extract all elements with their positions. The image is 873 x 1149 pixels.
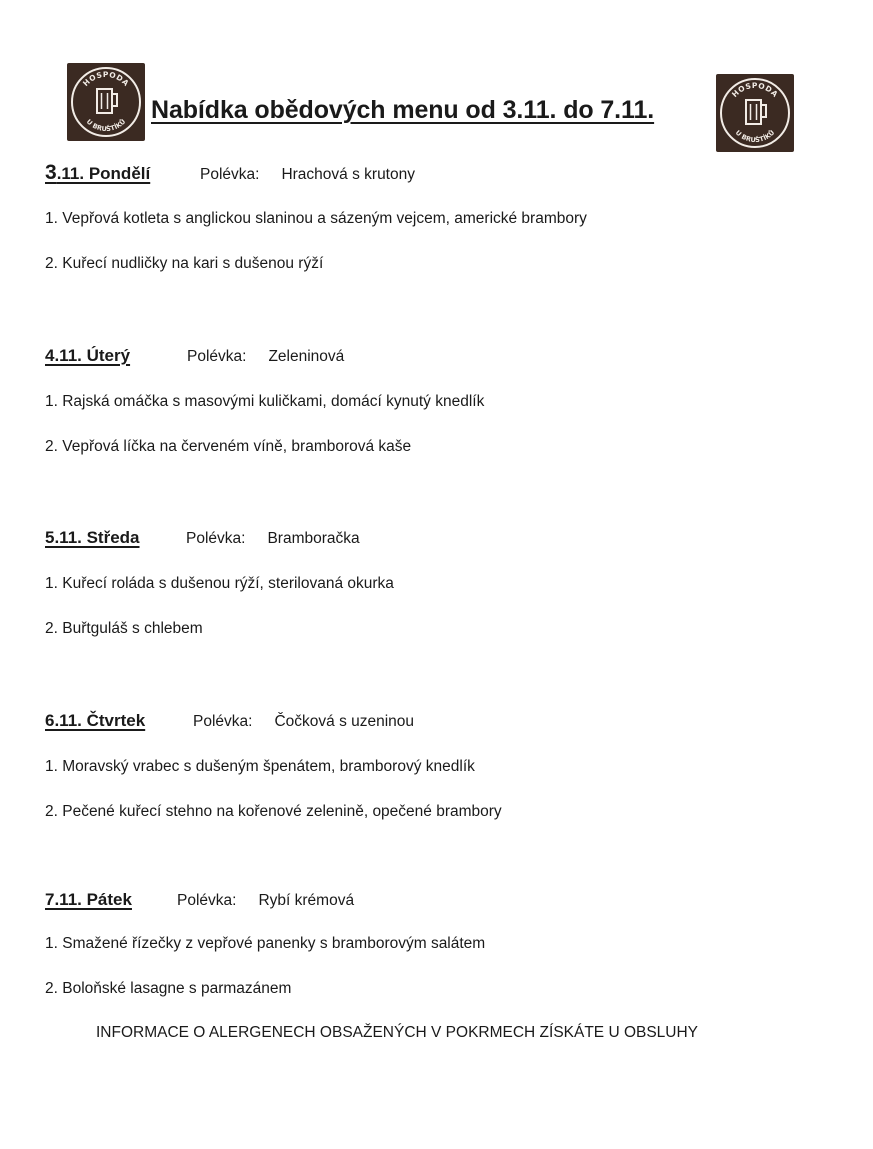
logo-top-text: HOSPODA [730, 80, 780, 100]
logo-right [716, 74, 794, 152]
day-heading-tuesday [45, 347, 344, 365]
soup-name: Čočková s uzeninou [274, 713, 415, 730]
dish-item: 2. Boloňské lasagne s parmazánem [45, 980, 292, 997]
allergen-notice: INFORMACE O ALERGENECH OBSAŽENÝCH V POKRMECH ZÍSKÁTE U OBSLUHY [96, 1024, 699, 1041]
dish-item: 1. Rajská omáčka s masovými kuličkami, domácí kynutý knedlík [45, 393, 485, 410]
soup-name: Bramboračka [267, 530, 360, 547]
dish-item: 2. Pečené kuřecí stehno na kořenové zelenině, opečené brambory [45, 803, 502, 820]
day-date: 7.11. Pátek [45, 890, 132, 909]
day-heading-friday [45, 891, 354, 909]
soup-label: Polévka: [200, 166, 260, 183]
soup-label: Polévka: [186, 530, 246, 547]
page-title: Nabídka obědových menu od 3.11. do 7.11. [151, 96, 655, 124]
logo-bottom-text: U BRUŠTÍKŮ [733, 128, 777, 145]
logo-bottom-text: U BRUŠTÍKŮ [84, 117, 128, 134]
dish-item: 2. Vepřová líčka na červeném víně, bramborová kaše [45, 438, 412, 455]
beer-mug-logo-icon [67, 63, 145, 141]
soup-label: Polévka: [187, 348, 247, 365]
dish-item: 1. Moravský vrabec s dušeným špenátem, bramborový knedlík [45, 758, 475, 775]
day-heading-monday [45, 162, 415, 183]
logo-left [67, 63, 145, 141]
day-heading-thursday [45, 712, 414, 730]
soup-label: Polévka: [193, 713, 253, 730]
dish-item: 1. Vepřová kotleta s anglickou slaninou a sázeným vejcem, americké brambory [45, 210, 587, 227]
day-date: 3.11. Pondělí [45, 161, 151, 184]
soup-name: Zeleninová [268, 348, 345, 365]
dish-item: 2. Buřtguláš s chlebem [45, 620, 203, 637]
day-date: 5.11. Středa [45, 528, 140, 547]
beer-mug-logo-icon [716, 74, 794, 152]
svg-text:U BRUŠTÍKŮ [734, 128, 776, 144]
day-date: 6.11. Čtvrtek [45, 711, 146, 730]
day-heading-wednesday [45, 529, 360, 547]
soup-name: Hrachová s krutony [281, 166, 415, 183]
svg-text:U BRUŠTÍKŮ [85, 117, 127, 133]
dish-item: 1. Smažené řízečky z vepřové panenky s bramborovým salátem [45, 935, 486, 952]
dish-item: 2. Kuřecí nudličky na kari s dušenou rýží [45, 255, 324, 272]
logo-top-text: HOSPODA [81, 69, 131, 89]
dish-item: 1. Kuřecí roláda s dušenou rýží, sterilovaná okurka [45, 575, 394, 592]
soup-label: Polévka: [177, 892, 237, 909]
soup-name: Rybí krémová [258, 892, 355, 909]
day-date: 4.11. Úterý [45, 346, 131, 365]
